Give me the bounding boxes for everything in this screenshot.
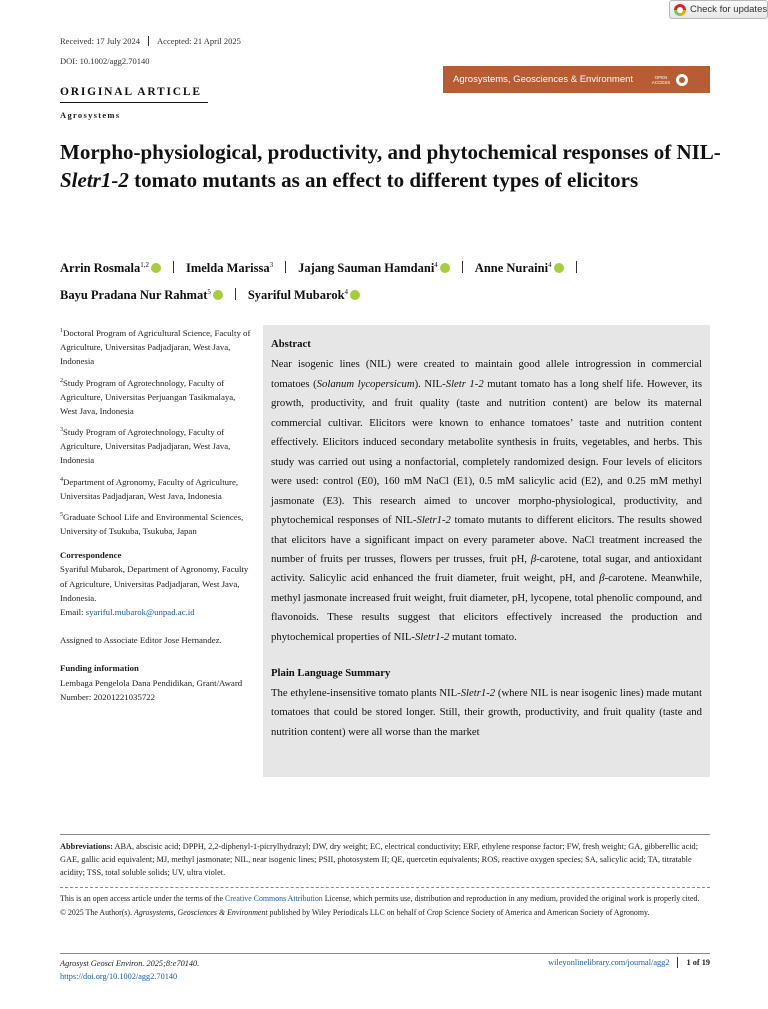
abstract-text: Near isogenic lines (NIL) were created to maintain good allele introgression in commercial tomatoes (Solanum lycopersicum). NIL-Sletr 1-2 mutant tomato has a long shelf life. However, its growth, productivity, and fruit quality (taste and nutrition content) are below its maternal commercial cultivar. Elicitors were known to enhance tomatoes’ taste and nutrition content effectively. Elicitors induced secondary metabolite synthesis in fruits, vegetables, and herbs. This study was carried out using a nonfactorial, completely randomized design. Four levels of elicitors were used: control (E0), 160 mM NaCl (E1), 0.5 mM salicylic acid (E2), and 0.25 mM methyl jasmonate (E3). This research aimed to uncover morpho-physiological, productivity, and phytochemical responses of NIL-Sletr1-2 tomato mutants to different elicitors. The results showed that elicitors have a significant impact on every parameter above. NaCl treatment increased the number of fruits per trusses, flowers per trusses, fruit pH, β-carotene, total sugar, and antioxidant activity. Salicylic acid enhanced the fruit diameter, fruit weight, pH, and β-carotene. Meanwhile, methyl jasmonate increased fruit weight, fruit diameter, pH, lycopene, total phenolic compound, and flavonoids. These results suggest that elicitors effectively increased the production and phytochemical properties of NIL-Sletr1-2 mutant tomato.: [271, 358, 703, 643]
orcid-icon[interactable]: [554, 263, 564, 273]
section-label: Agrosystems: [60, 110, 121, 120]
author-separator: [173, 261, 174, 273]
author[interactable]: Imelda Marissa$^3$: [185, 261, 274, 276]
affiliation: $^4$Department of Agronomy, Faculty of Agriculture, Universitas Padjadjaran, West Java, Indonesia: [60, 476, 239, 501]
correspondence-text: Syariful Mubarok, Department of Agronomy, Faculty of Agriculture, Universitas Padjadjaran, West Java, Indonesia.: [60, 564, 249, 603]
footer-citation: Agrosyst Geosci Environ. 2025;8:e70140. https://doi.org/10.1002/agg2.70140: [60, 959, 200, 981]
check-for-updates-button[interactable]: [669, 0, 768, 19]
author[interactable]: Jajang Sauman Hamdani$^4$: [298, 261, 450, 275]
affiliation: $^2$Study Program of Agrotechnology, Faculty of Agriculture, Universitas Perjuangan Tasikmalaya, West Java, Indonesia: [60, 377, 236, 416]
author-separator: [285, 261, 286, 273]
crossmark-icon: [674, 4, 686, 16]
cc-license-link[interactable]: Creative Commons Attribution: [225, 894, 323, 903]
abstract-heading: Abstract: [271, 338, 311, 350]
orcid-icon[interactable]: [440, 263, 450, 273]
journal-banner: [443, 66, 710, 93]
article-title: Morpho-physiological, productivity, and phytochemical responses of NIL-Sletr1-2 tomato mutants as an effect to different types of elicitors: [60, 140, 721, 192]
orcid-icon[interactable]: [151, 263, 161, 273]
accepted-date: Accepted: 21 April 2025: [157, 36, 241, 46]
received-date: Received: 17 July 2024: [60, 36, 141, 46]
article-type-rule: [60, 102, 208, 103]
funding-text: Lembaga Pengelola Dana Pendidikan, Grant/Award Number: 20201221035722: [60, 677, 243, 702]
affiliation: $^5$Graduate School Life and Environmental Sciences, University of Tsukuba, Tsukuba, Japan: [60, 511, 244, 537]
editor-note: Assigned to Associate Editor Jose Hernandez.: [60, 635, 222, 646]
author[interactable]: Arrin Rosmala$^{1,2}$: [60, 261, 161, 275]
orcid-icon[interactable]: [213, 290, 223, 300]
journal-name: Agrosystems, Geosciences & Environment: [453, 74, 634, 85]
correspondence-heading: Correspondence: [60, 550, 122, 561]
plain-summary-heading: Plain Language Summary: [271, 667, 391, 680]
check-for-updates-label: Check for updates: [690, 4, 768, 15]
abstract-box: [263, 325, 710, 777]
plain-summary-text: The ethylene-insensitive tomato plants NIL-Sletr1-2 (where NIL is near isogenic lines) made mutant tomatoes that could be stored longer. Still, their growth, productivity, and fruit quality (taste and nutrition content) were all worse than the market: [271, 686, 702, 738]
author[interactable]: Anne Nuraini$^4$: [475, 261, 564, 275]
author-separator: [462, 261, 463, 273]
author-list: [60, 253, 740, 307]
footer-right: [548, 957, 710, 968]
article-type: ORIGINAL ARTICLE: [60, 86, 202, 98]
page-number: 1 of 19: [686, 958, 710, 967]
author-separator: [235, 288, 236, 300]
journal-url-link[interactable]: wileyonlinelibrary.com/journal/agg2: [548, 958, 670, 967]
article-dates: [60, 36, 241, 46]
open-access-label: OPEN ACCESS: [651, 74, 671, 85]
funding-heading: Funding information: [60, 663, 139, 674]
author-separator: [576, 261, 577, 273]
footer-divider: [60, 953, 710, 954]
date-separator: [148, 36, 149, 46]
email-link[interactable]: syariful.mubarok@unpad.ac.id: [85, 607, 195, 618]
sidebar-info: [60, 324, 252, 704]
abbreviations: Abbreviations: ABA, abscisic acid; DPPH, 2,2-diphenyl-1-picrylhydrazyl; DW, dry weight; EC, electrical conductivity; ERF, ethylene response factor; FW, fresh weight; GA, gibberellic acid; GAE, gallic acid equivalent; MJ, methyl jasmonate; NIL, near isogenic lines; PSII, photosystem II; QE, quercetin equivalents; ROS, reactive oxygen species; SA, salicylic acid; TA, titratable acidity; TSS, total soluble solids; UV, ultra violet.: [60, 834, 710, 879]
affiliation: $^3$Study Program of Agrotechnology, Faculty of Agriculture, Universitas Padjadjaran, West Java, Indonesia: [60, 426, 231, 466]
footer-separator: [677, 957, 678, 968]
author[interactable]: Syariful Mubarok$^4$: [248, 288, 360, 302]
author[interactable]: Bayu Pradana Nur Rahmat$^5$: [60, 288, 223, 302]
doi-link[interactable]: https://doi.org/10.1002/agg2.70140: [60, 972, 178, 981]
orcid-icon[interactable]: [350, 290, 360, 300]
correspondence-email: Email: syariful.mubarok@unpad.ac.id: [60, 607, 195, 618]
license-divider: [60, 887, 710, 888]
affiliation: $^1$Doctoral Program of Agricultural Science, Faculty of Agriculture, Universitas Padjadjaran, West Java, Indonesia: [60, 327, 251, 367]
license-text: This is an open access article under the terms of the Creative Commons Attribution License, which permits use, distribution and reproduction in any medium, provided the original work is properly cited. © 2025 The Author(s). Agrosystems, Geosciences & Environment published by Wiley Periodicals LLC on behalf of Crop Science Society of America and American Society of Agronomy.: [60, 894, 700, 917]
doi: DOI: 10.1002/agg2.70140: [60, 56, 150, 66]
open-access-icon: [676, 74, 688, 86]
